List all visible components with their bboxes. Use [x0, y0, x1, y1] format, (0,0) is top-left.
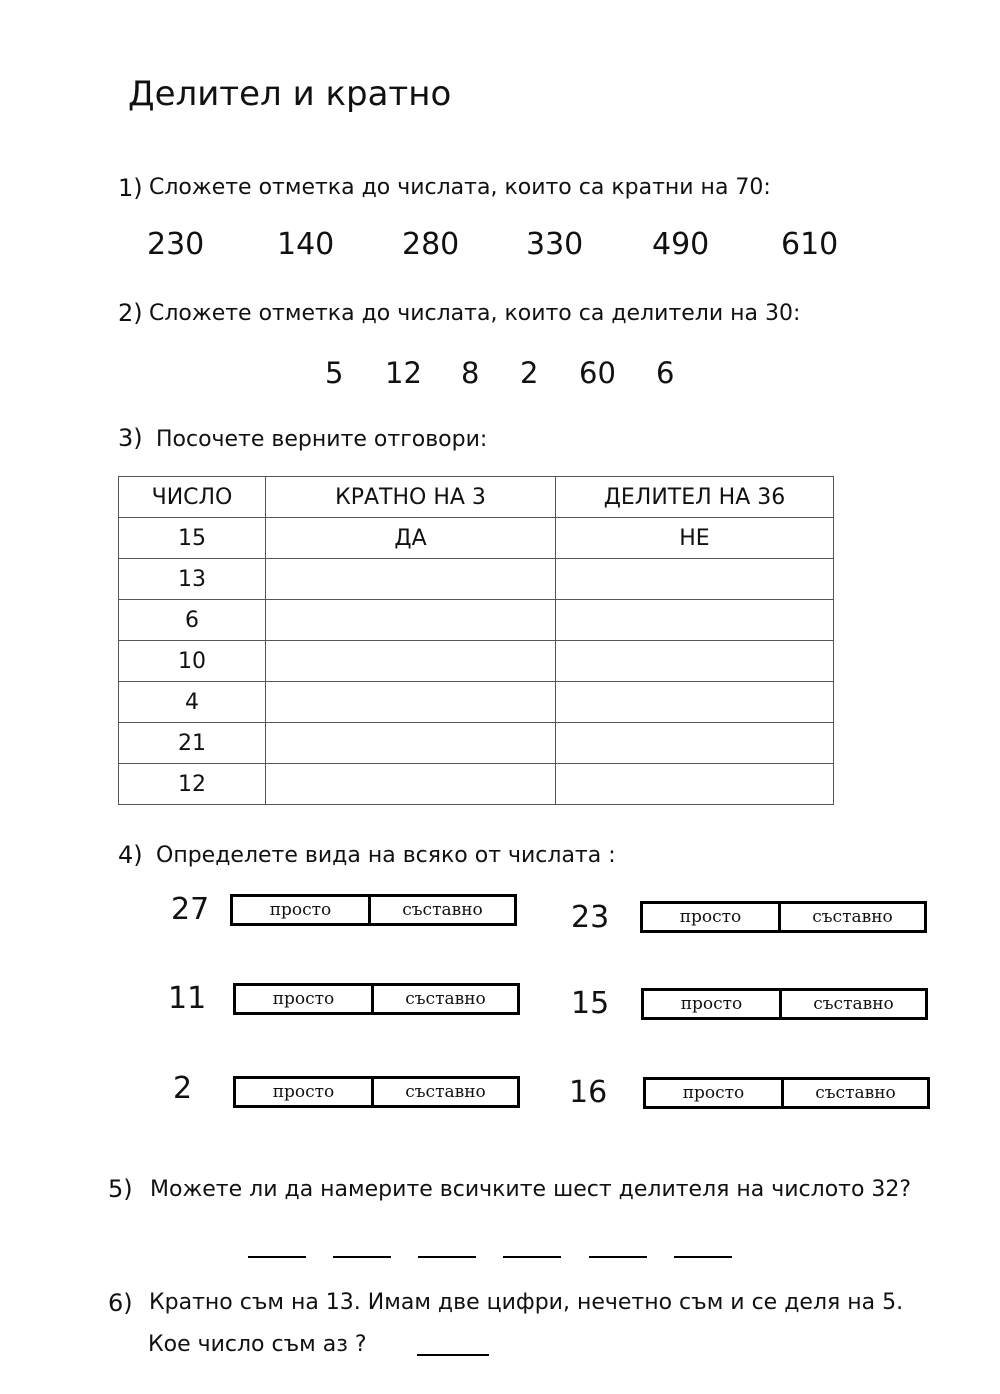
table-header: ДЕЛИТЕЛ НА 36	[556, 477, 834, 518]
q4-number-label: 11	[168, 981, 207, 1016]
prime-option[interactable]: просто	[679, 907, 742, 927]
table-cell-number: 6	[119, 600, 266, 641]
classification-box	[640, 901, 927, 933]
table-cell-answer[interactable]	[556, 600, 834, 641]
answer-blank[interactable]	[418, 1256, 476, 1258]
classification-box	[230, 894, 517, 926]
q3-text: Посочете верните отговори:	[156, 427, 488, 452]
composite-option[interactable]: съставно	[368, 897, 514, 923]
table-cell-answer[interactable]	[266, 723, 556, 764]
prime-option[interactable]: просто	[682, 1083, 745, 1103]
table-row	[119, 764, 834, 805]
q2-text: Сложете отметка до числата, които са делители на 30:	[149, 301, 801, 326]
q4-number-label: 16	[569, 1075, 608, 1110]
q5-number: 5)	[108, 1175, 133, 1203]
composite-option[interactable]: съставно	[779, 991, 925, 1017]
table-cell-number: 10	[119, 641, 266, 682]
q1-option[interactable]: 610	[781, 227, 839, 262]
q5-text: Можете ли да намерите всичките шест делителя на числото 32?	[150, 1177, 912, 1202]
q6-number: 6)	[108, 1289, 133, 1317]
prime-option[interactable]: просто	[269, 900, 332, 920]
q4-number-label: 15	[571, 986, 610, 1021]
q1-option[interactable]: 280	[402, 227, 460, 262]
composite-option[interactable]: съставно	[371, 1079, 517, 1105]
q2-option[interactable]: 12	[385, 356, 422, 390]
answer-blank[interactable]	[333, 1256, 391, 1258]
q1-option[interactable]: 490	[652, 227, 710, 262]
table-cell-answer[interactable]	[556, 641, 834, 682]
table-cell-answer[interactable]	[266, 764, 556, 805]
table-row	[119, 518, 834, 559]
table-cell-number: 12	[119, 764, 266, 805]
q2-option[interactable]: 60	[579, 356, 616, 390]
answer-blank[interactable]	[674, 1256, 732, 1258]
table-cell-answer[interactable]	[266, 641, 556, 682]
q6-text-line2: Кое число съм аз ?	[148, 1332, 367, 1357]
table-cell-answer[interactable]	[266, 559, 556, 600]
composite-option[interactable]: съставно	[371, 986, 517, 1012]
q2-option[interactable]: 8	[461, 356, 480, 390]
answer-blank[interactable]	[417, 1354, 489, 1356]
q2-option[interactable]: 5	[325, 356, 344, 390]
q1-option[interactable]: 330	[526, 227, 584, 262]
classification-box	[641, 988, 928, 1020]
q1-option[interactable]: 230	[147, 227, 205, 262]
q4-number: 4)	[118, 841, 143, 869]
table-header-row	[119, 477, 834, 518]
table-row	[119, 723, 834, 764]
classification-box	[233, 983, 520, 1015]
answer-table	[118, 476, 834, 805]
q2-option[interactable]: 2	[520, 356, 539, 390]
answer-blank[interactable]	[248, 1256, 306, 1258]
answer-blank[interactable]	[503, 1256, 561, 1258]
q2-number: 2)	[118, 299, 143, 327]
table-cell-answer[interactable]	[266, 682, 556, 723]
table-cell-answer[interactable]	[556, 764, 834, 805]
page-title: Делител и кратно	[128, 74, 452, 114]
table-row	[119, 559, 834, 600]
q2-option[interactable]: 6	[656, 356, 675, 390]
q6-text-line1: Кратно съм на 13. Имам две цифри, нечетно съм и се деля на 5.	[149, 1290, 904, 1315]
table-row	[119, 641, 834, 682]
q4-number-label: 23	[571, 900, 610, 935]
composite-option[interactable]: съставно	[781, 1080, 927, 1106]
table-header: КРАТНО НА 3	[266, 477, 556, 518]
q1-option[interactable]: 140	[277, 227, 335, 262]
composite-option[interactable]: съставно	[778, 904, 924, 930]
table-header: ЧИСЛО	[119, 477, 266, 518]
q1-text: Сложете отметка до числата, които са кратни на 70:	[149, 175, 771, 200]
classification-box	[233, 1076, 520, 1108]
classification-box	[643, 1077, 930, 1109]
table-cell-answer[interactable]	[556, 559, 834, 600]
table-cell-number: 4	[119, 682, 266, 723]
table-cell-number: 21	[119, 723, 266, 764]
q3-number: 3)	[118, 424, 143, 452]
prime-option[interactable]: просто	[272, 1082, 335, 1102]
q4-text: Определете вида на всяко от числата :	[156, 843, 616, 868]
q4-number-label: 2	[173, 1071, 193, 1106]
table-cell-answer[interactable]	[266, 600, 556, 641]
prime-option[interactable]: просто	[272, 989, 335, 1009]
q4-number-label: 27	[171, 892, 210, 927]
table-cell-answer[interactable]: НЕ	[556, 518, 834, 559]
q1-number: 1)	[118, 174, 143, 202]
table-cell-number: 13	[119, 559, 266, 600]
answer-blank[interactable]	[589, 1256, 647, 1258]
table-cell-answer[interactable]	[556, 723, 834, 764]
table-row	[119, 682, 834, 723]
table-cell-number: 15	[119, 518, 266, 559]
prime-option[interactable]: просто	[680, 994, 743, 1014]
table-cell-answer[interactable]	[556, 682, 834, 723]
table-cell-answer[interactable]: ДА	[266, 518, 556, 559]
table-row	[119, 600, 834, 641]
